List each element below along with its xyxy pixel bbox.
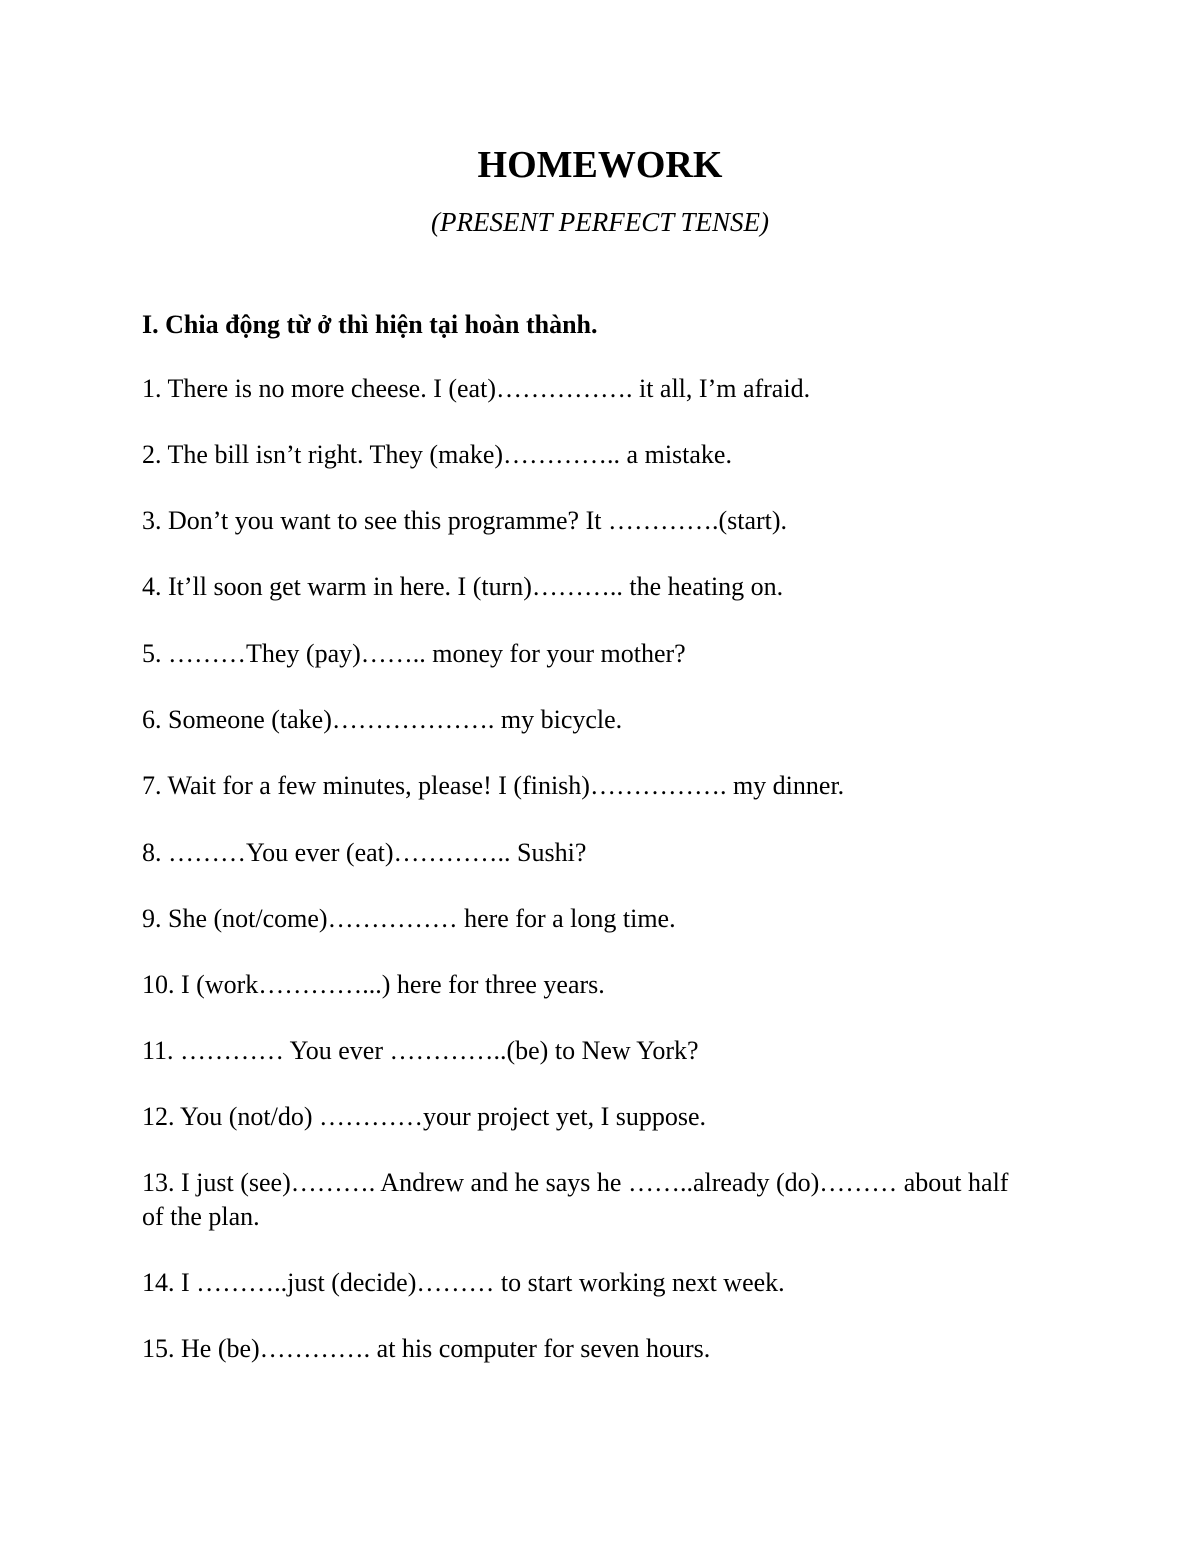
section-heading: I. Chia động từ ở thì hiện tại hoàn thành. — [142, 310, 598, 339]
exercise-item-13: 13. I just (see)………. Andrew and he says he ……..already (do)……… about half of the plan. — [142, 1168, 1009, 1231]
exercise-item-6: 6. Someone (take)………………. my bicycle. — [142, 705, 623, 734]
exercise-item-9: 9. She (not/come)…………… here for a long time. — [142, 904, 676, 933]
exercise-item-15: 15. He (be)…………. at his computer for seven hours. — [142, 1334, 711, 1363]
exercise-item-12: 12. You (not/do) …………your project yet, I suppose. — [142, 1102, 707, 1131]
exercise-item-5: 5. ………They (pay)…….. money for your mother? — [142, 639, 686, 668]
exercise-item-10: 10. I (work…………...) here for three years. — [142, 970, 605, 999]
exercise-item-7: 7. Wait for a few minutes, please! I (finish)……………. my dinner. — [142, 771, 845, 800]
page-subtitle: (PRESENT PERFECT TENSE) — [430, 207, 769, 237]
exercise-item-8: 8. ………You ever (eat)………….. Sushi? — [142, 838, 587, 867]
exercise-item-3: 3. Don’t you want to see this programme? It ………….(start). — [142, 506, 788, 535]
exercise-item-11: 11. ………… You ever …………..(be) to New York? — [142, 1036, 699, 1065]
exercise-item-1: 1. There is no more cheese. I (eat)……………. it all, I’m afraid. — [142, 374, 811, 403]
exercise-item-4: 4. It’ll soon get warm in here. I (turn)……….. the heating on. — [142, 572, 784, 601]
exercise-item-2: 2. The bill isn’t right. They (make)………….. a mistake. — [142, 440, 732, 469]
page-title: HOMEWORK — [477, 144, 723, 186]
exercise-item-14: 14. I ………..just (decide)……… to start working next week. — [142, 1268, 785, 1297]
